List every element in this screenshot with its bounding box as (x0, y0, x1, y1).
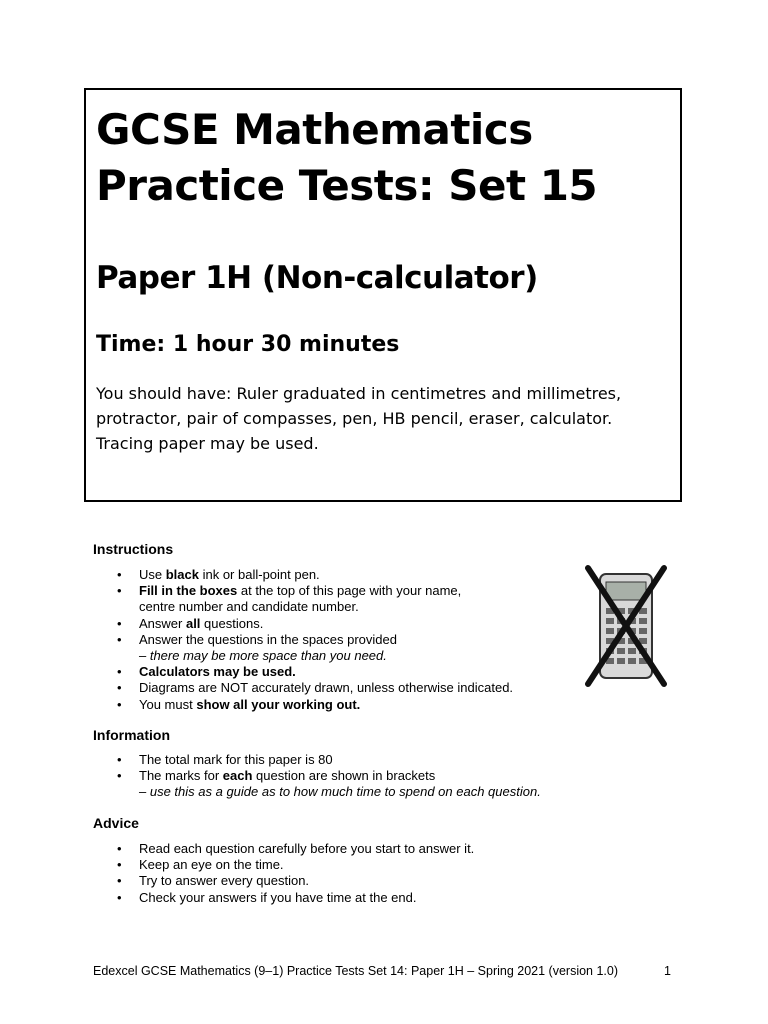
list-item (117, 567, 513, 583)
advice-list (117, 841, 474, 906)
no-calculator-icon (584, 564, 668, 688)
main-title (96, 102, 670, 214)
list-item (117, 583, 513, 615)
item-bold: show all your working out. (196, 696, 361, 712)
item-text: Answer the questions in the spaces provided (139, 631, 397, 647)
equipment-line-3: Tracing paper may be used. (96, 434, 319, 453)
item-bold: Fill in the boxes (139, 583, 238, 599)
list-item (117, 664, 513, 680)
title-box (84, 88, 682, 502)
time-allowed: Time: 1 hour 30 minutes (96, 332, 400, 357)
item-text: The marks for (139, 768, 223, 784)
information-list (117, 752, 541, 801)
list-item (117, 616, 513, 632)
list-item: • Check your answers if you have time at the end. (117, 890, 474, 906)
equipment-line-2: protractor, pair of compasses, pen, HB pencil, eraser, calculator. (96, 409, 613, 428)
list-item: • Keep an eye on the time. (117, 857, 474, 873)
title-line-2: Practice Tests: Set 15 (96, 161, 598, 210)
item-text: Answer (139, 615, 186, 631)
footer-text: Edexcel GCSE Mathematics (9–1) Practice Tests Set 14: Paper 1H – Spring 2021 (version 1.0) (93, 964, 619, 978)
paper-title: Paper 1H (Non-calculator) (96, 260, 538, 296)
equipment-text (96, 381, 670, 456)
equipment-line-1: You should have: Ruler graduated in centimetres and millimetres, (96, 384, 622, 403)
calculator-screen (606, 582, 646, 600)
page-number: 1 (664, 964, 671, 978)
item-bold: all (185, 615, 201, 631)
item-subtext: centre number and candidate number. (139, 599, 359, 615)
item-subtext: – there may be more space than you need. (139, 648, 387, 664)
item-text: You must (139, 696, 197, 712)
item-text: The total mark for this paper is 80 (139, 752, 333, 767)
item-text: question are shown in brackets (252, 768, 436, 784)
list-item (117, 680, 513, 696)
title-line-1: GCSE Mathematics (96, 105, 533, 154)
item-bold: black (165, 567, 199, 582)
item-bold: each (222, 768, 253, 784)
information-heading: Information (93, 727, 170, 743)
list-item (117, 768, 541, 800)
instructions-list (117, 567, 513, 713)
list-item: • Read each question carefully before you start to answer it. (117, 841, 474, 857)
list-item (117, 752, 541, 768)
list-item (117, 632, 513, 664)
item-text: at the top of this page with your name, (237, 583, 462, 599)
item-text: ink or ball-point pen. (198, 567, 320, 582)
item-bold: Calculators may be used. (139, 664, 296, 680)
item-text: questions. (200, 615, 264, 631)
list-item: • Try to answer every question. (117, 873, 474, 889)
instructions-heading: Instructions (93, 541, 174, 557)
item-text: Diagrams are NOT accurately drawn, unless otherwise indicated. (139, 680, 514, 696)
list-item (117, 697, 513, 713)
advice-heading: Advice (93, 815, 139, 831)
item-subtext: – use this as a guide as to how much time to spend on each question. (139, 784, 541, 800)
item-text: Use (139, 567, 166, 582)
